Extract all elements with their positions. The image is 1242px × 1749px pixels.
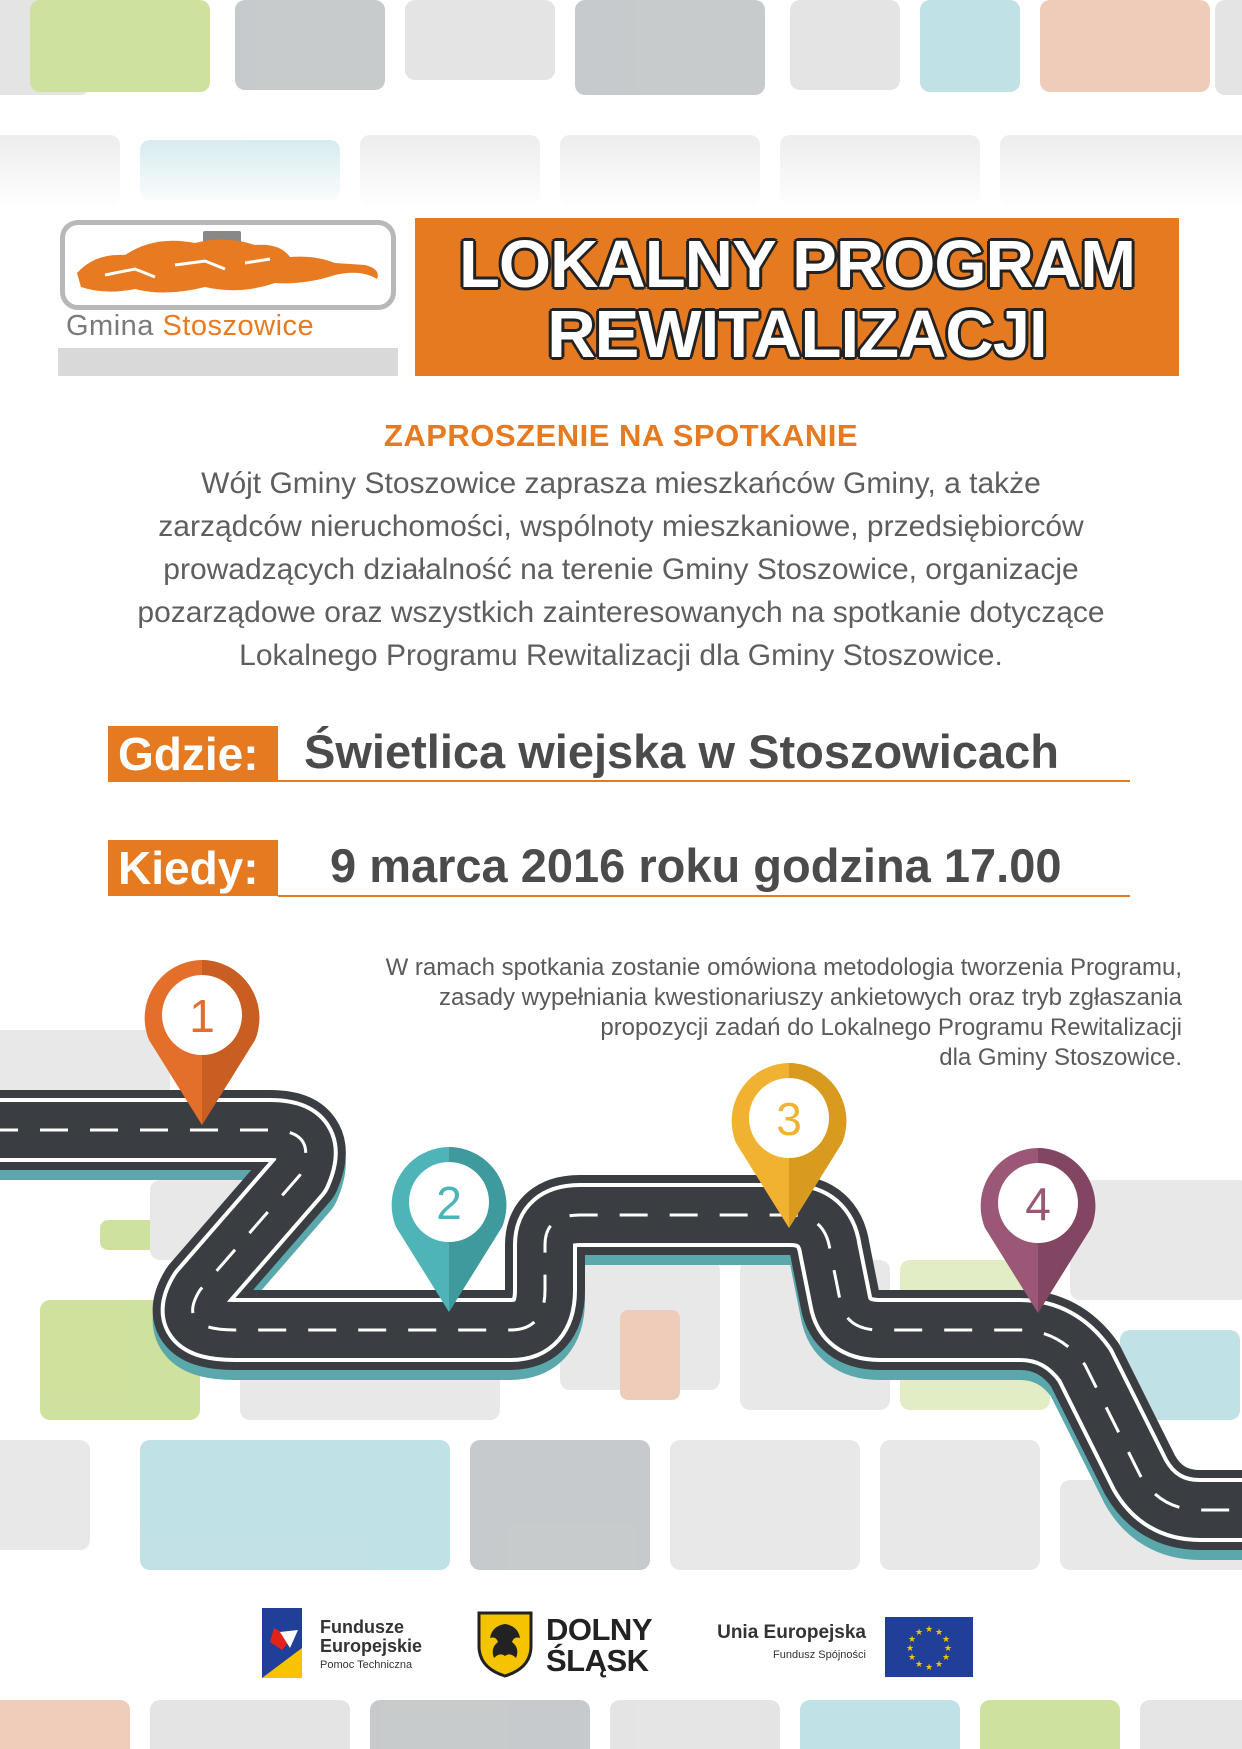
fundusze-europejskie-icon [262, 1608, 312, 1678]
description-line: W ramach spotkania zostanie omówiona metodologia tworzenia Programu, [385, 954, 1182, 981]
unia-europejska-line-2: Fundusz Spójności [773, 1649, 866, 1661]
svg-text:★: ★ [907, 1653, 917, 1663]
svg-text:★: ★ [914, 1660, 924, 1670]
invitation-line: prowadzących działalność na terenie Gminy Stoszowice, organizacje [163, 553, 1079, 586]
svg-text:2: 2 [436, 1177, 462, 1229]
dolny-slask-line-2: ŚLĄSK [546, 1643, 649, 1678]
dolny-slask-coat-of-arms-icon [476, 1610, 534, 1678]
svg-text:★: ★ [907, 1635, 917, 1645]
pin-4-icon [981, 1148, 1096, 1313]
invitation-line: zarządców nieruchomości, wspólnoty mieszkaniowe, przedsiębiorców [158, 510, 1084, 543]
svg-text:★: ★ [934, 1628, 944, 1638]
title-line-1: LOKALNY PROGRAM [458, 227, 1136, 302]
description-line: propozycji zadań do Lokalnego Programu Rewitalizacji [600, 1014, 1182, 1041]
logo-bar [58, 348, 398, 376]
invitation-line: Wójt Gminy Stoszowice zaprasza mieszkańców Gminy, a także [201, 467, 1041, 500]
invitation-line: pozarządowe oraz wszystkich zainteresowanych na spotkanie dotyczące [137, 596, 1105, 629]
svg-text:★: ★ [941, 1653, 951, 1663]
logo-landscape-icon [65, 225, 391, 305]
pin-3-icon [732, 1063, 847, 1228]
pin-2-icon [392, 1147, 507, 1312]
unia-europejska-text [710, 1622, 866, 1666]
gmina-logo [58, 218, 398, 376]
when-underline [278, 895, 1130, 897]
unia-europejska-logo [710, 1612, 980, 1682]
fundusze-line-3: Pomoc Techniczna [320, 1659, 413, 1671]
when-value: 9 marca 2016 roku godzina 17.00 [330, 839, 1062, 892]
svg-text:★: ★ [914, 1628, 924, 1638]
svg-text:★: ★ [924, 1625, 934, 1635]
title-line-2: REWITALIZACJI [547, 297, 1047, 372]
description-line: dla Gminy Stoszowice. [939, 1044, 1182, 1071]
svg-text:★: ★ [924, 1663, 934, 1673]
logo-text-plain: Gmina [66, 310, 154, 342]
svg-text:1: 1 [189, 990, 215, 1042]
where-underline [278, 780, 1130, 782]
when-label: Kiedy: [108, 840, 278, 896]
fundusze-line-2: Europejskie [320, 1636, 423, 1656]
fundusze-text [320, 1618, 422, 1675]
logo-text-accent: Stoszowice [162, 310, 315, 342]
svg-text:4: 4 [1025, 1178, 1051, 1230]
svg-text:★: ★ [934, 1660, 944, 1670]
dolny-slask-text [546, 1614, 652, 1676]
unia-europejska-line-1: Unia Europejska [717, 1622, 866, 1643]
logo-text [66, 310, 314, 343]
invitation-body [40, 462, 1202, 677]
eu-flag-icon [885, 1617, 973, 1677]
dolny-slask-logo [476, 1610, 676, 1680]
where-label: Gdzie: [108, 726, 278, 782]
svg-text:★: ★ [905, 1644, 915, 1654]
title-banner [415, 218, 1179, 376]
description-line: zasady wypełniania kwestionariuszy ankietowych oraz tryb zgłaszania [438, 984, 1182, 1011]
fundusze-line-1: Fundusze [320, 1617, 404, 1637]
invitation-heading: ZAPROSZENIE NA SPOTKANIE [383, 418, 859, 453]
svg-text:3: 3 [776, 1093, 802, 1145]
svg-text:★: ★ [941, 1635, 951, 1645]
invitation-line: Lokalnego Programu Rewitalizacji dla Gminy Stoszowice. [239, 639, 1003, 672]
svg-text:★: ★ [943, 1644, 953, 1654]
where-value: Świetlica wiejska w Stoszowicach [304, 725, 1059, 778]
meeting-description [222, 953, 1182, 1073]
logo-frame [60, 220, 396, 310]
dolny-slask-line-1: DOLNY [546, 1612, 652, 1647]
